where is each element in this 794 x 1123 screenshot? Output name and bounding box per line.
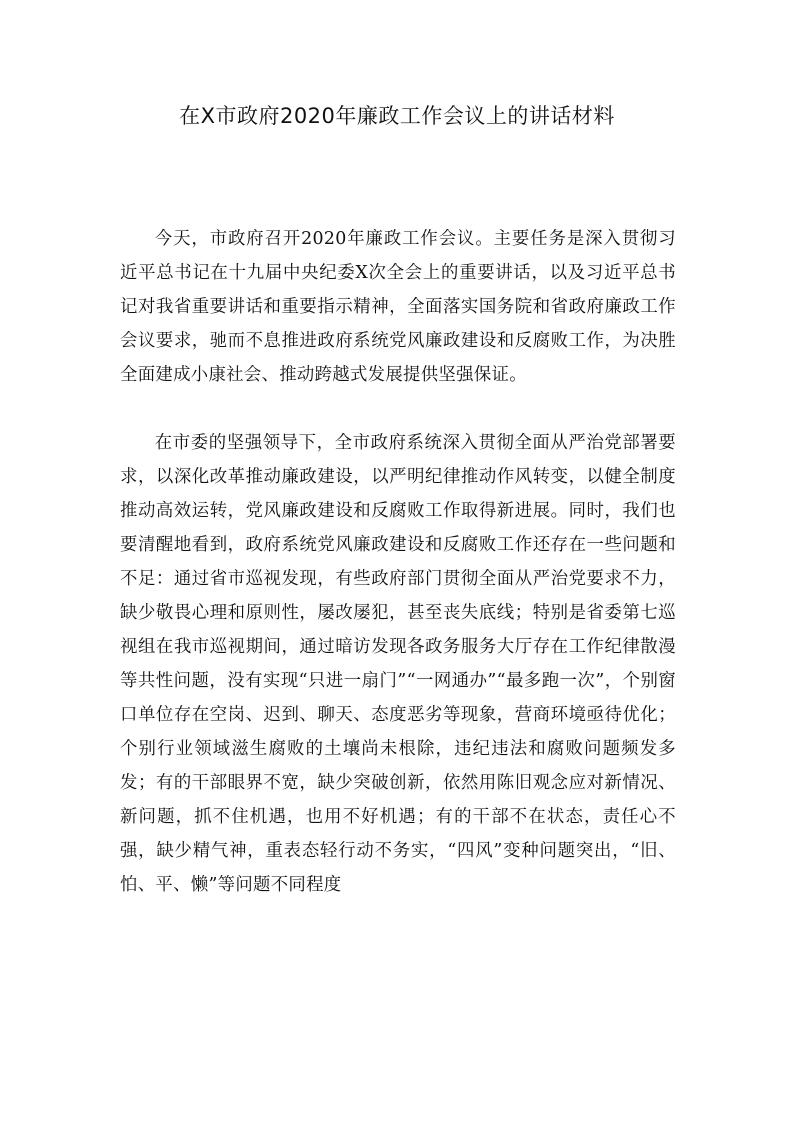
paragraph-1: 今天，市政府召开2020年廉政工作会议。主要任务是深入贯彻习近平总书记在十九届中央纪委X次全会上的重要讲话，以及习近平总书记对我省重要讲话和重要指示精神，全面落实国务院和省政府廉政工作会议要求，驰而不息推进政府系统党风廉政建设和反腐败工作，为决胜全面建成小康社会、推动跨越式发展提供坚强保证。 — [120, 229, 676, 385]
document-body — [120, 222, 676, 902]
paragraph-2: 在市委的坚强领导下，全市政府系统深入贯彻全面从严治党部署要求，以深化改革推动廉政建设，以严明纪律推动作风转变，以健全制度推动高效运转，党风廉政建设和反腐败工作取得新进展。同时，我们也要清醒地看到，政府系统党风廉政建设和反腐败工作还存在一些问题和不足：通过省市巡视发现，有些政府部门贯彻全面从严治党要求不力，缺少敬畏心理和原则性，屡改屡犯，甚至丧失底线；特别是省委第七巡视组在我市巡视期间，通过暗访发现各政务服务大厅存在工作纪律散漫等共性问题，没有实现“只进一扇门”“一网通办”“最多跑一次”，个别窗口单位存在空岗、迟到、聊天、态度恶劣等现象，营商环境亟待优化；个别行业领域滋生腐败的土壤尚未根除，违纪违法和腐败问题频发多发；有的干部眼界不宽，缺少突破创新，依然用陈旧观念应对新情况、新问题，抓不住机遇，也用不好机遇；有的干部不在状态，责任心不强，缺少精气神，重表态轻行动不务实，“四风”变种问题突出，“旧、怕、平、懒”等问题不同程度 — [120, 433, 676, 895]
document-title: 在X市政府2020年廉政工作会议上的讲话材料 — [179, 104, 615, 128]
